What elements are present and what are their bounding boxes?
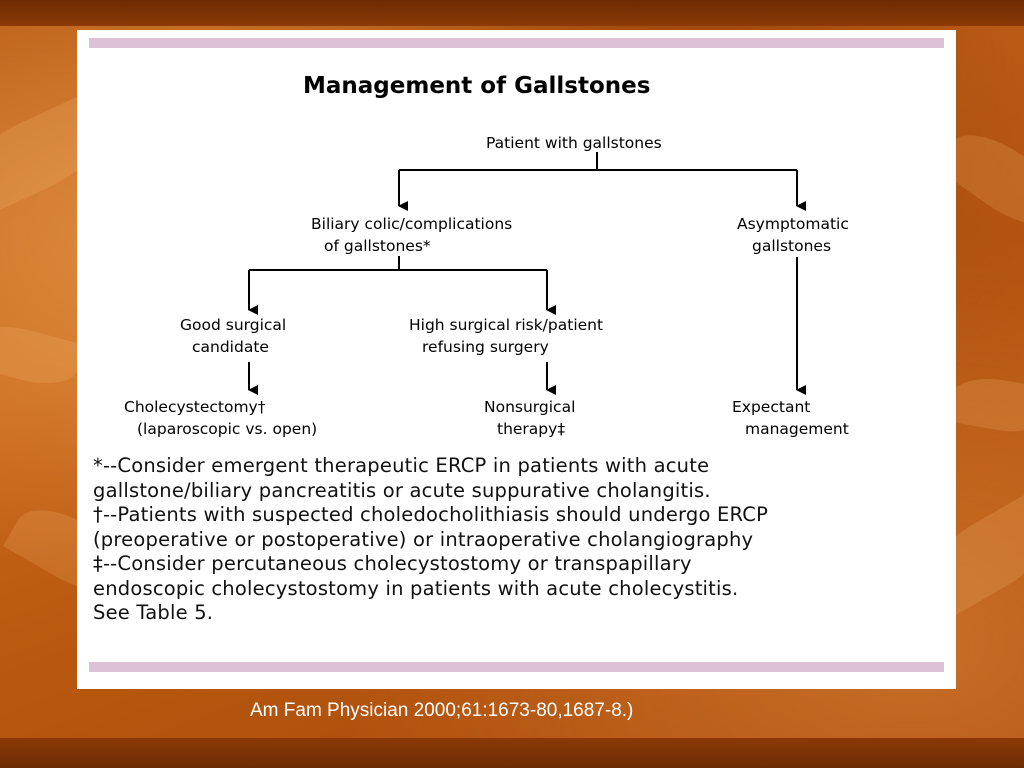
connector-root-split (399, 152, 797, 206)
background-leaf-shape (946, 372, 1024, 439)
node-high-surgical-risk (409, 316, 608, 356)
footnotes (93, 454, 953, 626)
node-good-surgical-line2: candidate (192, 338, 269, 356)
node-biliary-colic-line2: of gallstones* (324, 237, 431, 255)
node-cholecystectomy (124, 398, 317, 438)
node-asymptomatic-line2: gallstones (752, 237, 832, 255)
node-expectant-management-line2: management (745, 420, 849, 438)
node-nonsurgical-therapy-line2: therapy‡ (497, 420, 566, 438)
background-leaf-shape (0, 317, 85, 394)
node-good-surgical (180, 316, 291, 356)
figure-title: Management of Gallstones (303, 73, 651, 99)
node-asymptomatic-line1: Asymptomatic (737, 215, 849, 233)
footnote-line: See Table 5. (93, 601, 214, 624)
footnote-line: (preoperative or postoperative) or intraoperative cholangiography (93, 527, 754, 551)
node-root: Patient with gallstones (486, 134, 662, 152)
node-asymptomatic (737, 215, 854, 255)
node-high-surgical-risk-line2: refusing surgery (422, 338, 549, 356)
node-biliary-colic-line1: Biliary colic/complications (311, 215, 513, 233)
node-nonsurgical-therapy-line1: Nonsurgical (484, 398, 576, 416)
node-biliary-colic (311, 215, 517, 255)
node-nonsurgical-therapy (484, 398, 580, 438)
background-bottom-band (0, 738, 1024, 768)
footnote-line: *--Consider emergent therapeutic ERCP in patients with acute (93, 454, 710, 477)
node-high-surgical-risk-line1: High surgical risk/patient (409, 316, 604, 334)
footnote-line: ‡--Consider percutaneous cholecystostomy or transpapillary (93, 552, 692, 575)
node-cholecystectomy-line1: Cholecystectomy† (124, 398, 266, 416)
node-expectant-management-line1: Expectant (732, 398, 811, 416)
footnote-line: †--Patients with suspected choledocholithiasis should undergo ERCP (93, 503, 769, 526)
footnote-line: endoscopic cholecystostomy in patients with acute cholecystitis. (93, 576, 739, 600)
background-top-band (0, 0, 1024, 26)
node-good-surgical-line1: Good surgical (180, 316, 287, 334)
node-expectant-management (732, 398, 849, 438)
connector-biliary-split (249, 256, 547, 310)
footnote-line: gallstone/biliary pancreatitis or acute suppurative cholangitis. (93, 478, 711, 502)
panel-bottom-bar (89, 662, 944, 672)
node-cholecystectomy-line2: (laparoscopic vs. open) (137, 420, 318, 438)
figure-panel (77, 30, 956, 689)
connector-outcomes (249, 362, 547, 390)
flowchart (77, 30, 956, 450)
citation-text: Am Fam Physician 2000;61:1673-80,1687-8.) (250, 700, 634, 721)
